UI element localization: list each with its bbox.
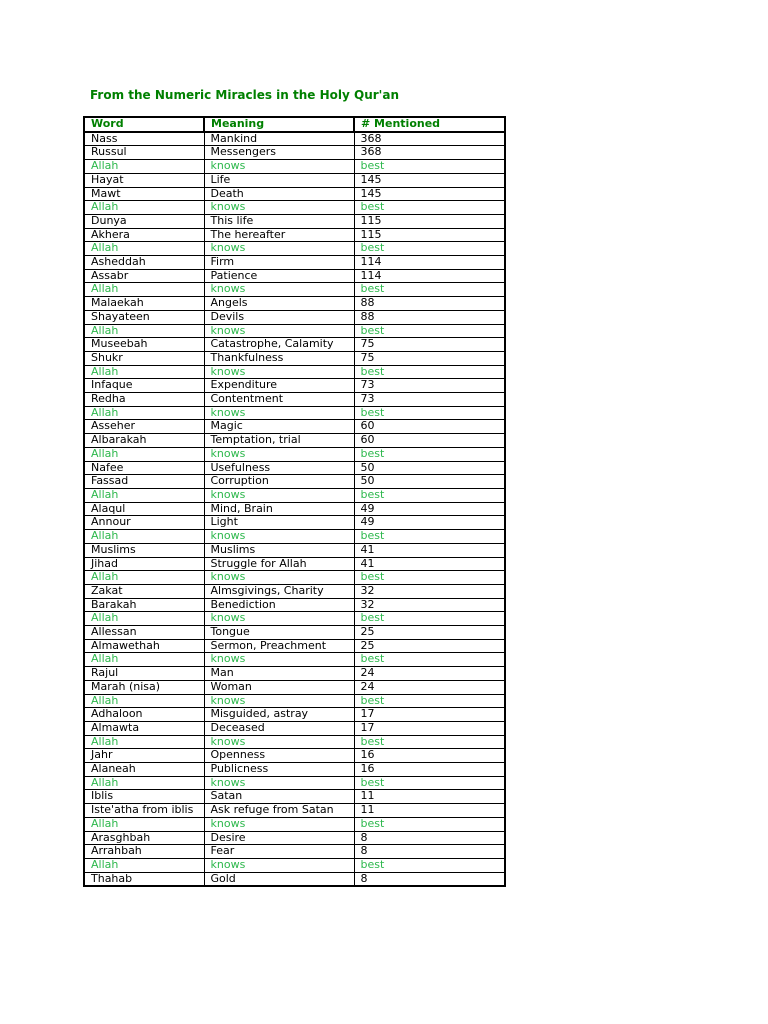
cell-word: Allah: [84, 447, 204, 461]
cell-mentioned: 115: [354, 228, 505, 242]
table-row: [84, 804, 505, 818]
cell-mentioned: 16: [354, 749, 505, 763]
cell-mentioned: 32: [354, 584, 505, 598]
cell-meaning: Sermon, Preachment: [204, 639, 354, 653]
cell-mentioned: 114: [354, 256, 505, 270]
table-row-highlight: [84, 201, 505, 215]
cell-mentioned: best: [354, 365, 505, 379]
cell-word: Allah: [84, 242, 204, 256]
cell-mentioned: 60: [354, 434, 505, 448]
cell-word: Allah: [84, 406, 204, 420]
cell-word: Rajul: [84, 667, 204, 681]
cell-mentioned: best: [354, 447, 505, 461]
cell-word: Fassad: [84, 475, 204, 489]
table-row: [84, 228, 505, 242]
cell-mentioned: 368: [354, 146, 505, 160]
cell-word: Allah: [84, 858, 204, 872]
cell-word: Assabr: [84, 269, 204, 283]
table-row: [84, 626, 505, 640]
cell-word: Shukr: [84, 351, 204, 365]
cell-word: Arasghbah: [84, 831, 204, 845]
table-row: [84, 845, 505, 859]
cell-meaning: Misguided, astray: [204, 708, 354, 722]
cell-word: Allah: [84, 201, 204, 215]
cell-mentioned: 11: [354, 804, 505, 818]
cell-meaning: knows: [204, 283, 354, 297]
table-row-highlight: [84, 530, 505, 544]
cell-word: Asheddah: [84, 256, 204, 270]
table-row-highlight: [84, 488, 505, 502]
cell-meaning: knows: [204, 817, 354, 831]
table-row: [84, 721, 505, 735]
cell-word: Infaque: [84, 379, 204, 393]
table-row: [84, 790, 505, 804]
table-row-highlight: [84, 694, 505, 708]
cell-mentioned: 16: [354, 763, 505, 777]
cell-meaning: knows: [204, 653, 354, 667]
cell-mentioned: 25: [354, 639, 505, 653]
cell-mentioned: best: [354, 324, 505, 338]
cell-word: Almawethah: [84, 639, 204, 653]
page-title: From the Numeric Miracles in the Holy Qur'an: [90, 88, 399, 102]
table-body: [84, 132, 505, 887]
cell-mentioned: 50: [354, 461, 505, 475]
table-row-highlight: [84, 406, 505, 420]
cell-word: Allah: [84, 283, 204, 297]
cell-mentioned: 75: [354, 351, 505, 365]
cell-mentioned: 32: [354, 598, 505, 612]
cell-mentioned: 88: [354, 310, 505, 324]
cell-word: Annour: [84, 516, 204, 530]
cell-word: Zakat: [84, 584, 204, 598]
table-row: [84, 708, 505, 722]
table-row-highlight: [84, 324, 505, 338]
cell-meaning: Mind, Brain: [204, 502, 354, 516]
cell-meaning: Almsgivings, Charity: [204, 584, 354, 598]
table-row: [84, 680, 505, 694]
cell-mentioned: best: [354, 406, 505, 420]
table-row-highlight: [84, 242, 505, 256]
cell-meaning: Deceased: [204, 721, 354, 735]
cell-word: Barakah: [84, 598, 204, 612]
table-row-highlight: [84, 776, 505, 790]
cell-meaning: Death: [204, 187, 354, 201]
table-row: [84, 132, 505, 146]
cell-mentioned: 24: [354, 667, 505, 681]
cell-word: Muslims: [84, 543, 204, 557]
cell-mentioned: 115: [354, 214, 505, 228]
table-row-highlight: [84, 817, 505, 831]
cell-mentioned: 11: [354, 790, 505, 804]
cell-meaning: Man: [204, 667, 354, 681]
table-row: [84, 475, 505, 489]
cell-word: Malaekah: [84, 297, 204, 311]
cell-mentioned: 60: [354, 420, 505, 434]
cell-mentioned: best: [354, 488, 505, 502]
cell-meaning: Patience: [204, 269, 354, 283]
cell-word: Marah (nisa): [84, 680, 204, 694]
cell-mentioned: 73: [354, 393, 505, 407]
cell-mentioned: best: [354, 160, 505, 174]
cell-mentioned: 145: [354, 173, 505, 187]
cell-mentioned: best: [354, 858, 505, 872]
table-row: [84, 598, 505, 612]
cell-meaning: Messengers: [204, 146, 354, 160]
table-row: [84, 763, 505, 777]
cell-meaning: Light: [204, 516, 354, 530]
cell-mentioned: best: [354, 571, 505, 585]
cell-word: Allah: [84, 817, 204, 831]
cell-mentioned: best: [354, 242, 505, 256]
table-row-highlight: [84, 365, 505, 379]
cell-word: Nass: [84, 132, 204, 146]
cell-meaning: knows: [204, 776, 354, 790]
table-row: [84, 187, 505, 201]
cell-word: Jihad: [84, 557, 204, 571]
cell-word: Iste'atha from iblis: [84, 804, 204, 818]
table-row: [84, 420, 505, 434]
cell-meaning: knows: [204, 612, 354, 626]
table-row: [84, 749, 505, 763]
cell-mentioned: 24: [354, 680, 505, 694]
cell-word: Allah: [84, 530, 204, 544]
cell-word: Allah: [84, 365, 204, 379]
table-row-highlight: [84, 447, 505, 461]
cell-word: Thahab: [84, 872, 204, 886]
column-header-meaning: Meaning: [204, 117, 354, 132]
cell-mentioned: 73: [354, 379, 505, 393]
cell-mentioned: 17: [354, 708, 505, 722]
cell-meaning: Life: [204, 173, 354, 187]
cell-word: Albarakah: [84, 434, 204, 448]
cell-word: Redha: [84, 393, 204, 407]
cell-meaning: Expenditure: [204, 379, 354, 393]
cell-mentioned: best: [354, 817, 505, 831]
cell-word: Jahr: [84, 749, 204, 763]
table-row: [84, 338, 505, 352]
cell-mentioned: 8: [354, 831, 505, 845]
table-row: [84, 393, 505, 407]
table-row: [84, 516, 505, 530]
table-row-highlight: [84, 735, 505, 749]
cell-word: Allah: [84, 160, 204, 174]
cell-word: Shayateen: [84, 310, 204, 324]
cell-mentioned: 41: [354, 557, 505, 571]
table-row-highlight: [84, 283, 505, 297]
table-row: [84, 461, 505, 475]
cell-mentioned: best: [354, 694, 505, 708]
table-row: [84, 584, 505, 598]
cell-word: Allessan: [84, 626, 204, 640]
cell-word: Mawt: [84, 187, 204, 201]
table-row: [84, 173, 505, 187]
cell-mentioned: 8: [354, 872, 505, 886]
cell-meaning: Woman: [204, 680, 354, 694]
cell-meaning: knows: [204, 365, 354, 379]
table-row: [84, 379, 505, 393]
cell-meaning: The hereafter: [204, 228, 354, 242]
cell-meaning: Magic: [204, 420, 354, 434]
cell-meaning: knows: [204, 201, 354, 215]
cell-meaning: Muslims: [204, 543, 354, 557]
cell-mentioned: 49: [354, 502, 505, 516]
table-row: [84, 434, 505, 448]
cell-mentioned: best: [354, 530, 505, 544]
cell-meaning: Openness: [204, 749, 354, 763]
cell-word: Asseher: [84, 420, 204, 434]
cell-word: Russul: [84, 146, 204, 160]
cell-meaning: Temptation, trial: [204, 434, 354, 448]
cell-meaning: knows: [204, 858, 354, 872]
cell-word: Allah: [84, 694, 204, 708]
table-row: [84, 256, 505, 270]
cell-meaning: Corruption: [204, 475, 354, 489]
cell-word: Iblis: [84, 790, 204, 804]
cell-meaning: knows: [204, 571, 354, 585]
cell-mentioned: 17: [354, 721, 505, 735]
cell-mentioned: 8: [354, 845, 505, 859]
cell-word: Adhaloon: [84, 708, 204, 722]
table-row-highlight: [84, 571, 505, 585]
word-count-table: [83, 116, 506, 887]
cell-meaning: Angels: [204, 297, 354, 311]
table-row: [84, 502, 505, 516]
cell-word: Allah: [84, 776, 204, 790]
cell-word: Allah: [84, 488, 204, 502]
table-row: [84, 214, 505, 228]
cell-meaning: Thankfulness: [204, 351, 354, 365]
cell-meaning: This life: [204, 214, 354, 228]
table-row-highlight: [84, 612, 505, 626]
cell-meaning: knows: [204, 694, 354, 708]
cell-word: Alaneah: [84, 763, 204, 777]
cell-meaning: Usefulness: [204, 461, 354, 475]
cell-meaning: knows: [204, 530, 354, 544]
cell-mentioned: best: [354, 653, 505, 667]
cell-meaning: knows: [204, 160, 354, 174]
cell-meaning: Fear: [204, 845, 354, 859]
cell-meaning: knows: [204, 242, 354, 256]
table-row: [84, 639, 505, 653]
cell-meaning: Struggle for Allah: [204, 557, 354, 571]
table-row: [84, 269, 505, 283]
table-row: [84, 146, 505, 160]
cell-mentioned: best: [354, 201, 505, 215]
table-row: [84, 667, 505, 681]
column-header-mentioned: # Mentioned: [354, 117, 505, 132]
table-row: [84, 557, 505, 571]
cell-meaning: Mankind: [204, 132, 354, 146]
cell-mentioned: 88: [354, 297, 505, 311]
table-row-highlight: [84, 653, 505, 667]
table-header-row: [84, 117, 505, 132]
cell-mentioned: 145: [354, 187, 505, 201]
table-row: [84, 872, 505, 886]
table-row-highlight: [84, 160, 505, 174]
cell-word: Arrahbah: [84, 845, 204, 859]
cell-word: Museebah: [84, 338, 204, 352]
cell-word: Alaqul: [84, 502, 204, 516]
cell-word: Hayat: [84, 173, 204, 187]
cell-word: Nafee: [84, 461, 204, 475]
cell-meaning: knows: [204, 406, 354, 420]
cell-mentioned: best: [354, 612, 505, 626]
cell-meaning: Contentment: [204, 393, 354, 407]
cell-meaning: Catastrophe, Calamity: [204, 338, 354, 352]
cell-mentioned: best: [354, 776, 505, 790]
cell-meaning: Desire: [204, 831, 354, 845]
cell-meaning: knows: [204, 488, 354, 502]
cell-meaning: Gold: [204, 872, 354, 886]
cell-word: Dunya: [84, 214, 204, 228]
cell-word: Almawta: [84, 721, 204, 735]
cell-meaning: Satan: [204, 790, 354, 804]
table-row: [84, 351, 505, 365]
cell-meaning: Devils: [204, 310, 354, 324]
table-row: [84, 831, 505, 845]
cell-word: Allah: [84, 653, 204, 667]
cell-meaning: Firm: [204, 256, 354, 270]
cell-meaning: knows: [204, 324, 354, 338]
cell-mentioned: best: [354, 283, 505, 297]
column-header-word: Word: [84, 117, 204, 132]
cell-word: Allah: [84, 324, 204, 338]
table-row-highlight: [84, 858, 505, 872]
cell-mentioned: 114: [354, 269, 505, 283]
cell-mentioned: 368: [354, 132, 505, 146]
table-row: [84, 310, 505, 324]
cell-meaning: Publicness: [204, 763, 354, 777]
cell-mentioned: 75: [354, 338, 505, 352]
cell-mentioned: best: [354, 735, 505, 749]
cell-meaning: Benediction: [204, 598, 354, 612]
cell-word: Allah: [84, 612, 204, 626]
cell-mentioned: 50: [354, 475, 505, 489]
cell-meaning: Tongue: [204, 626, 354, 640]
cell-mentioned: 41: [354, 543, 505, 557]
cell-word: Allah: [84, 571, 204, 585]
cell-word: Allah: [84, 735, 204, 749]
table-row: [84, 543, 505, 557]
cell-meaning: knows: [204, 735, 354, 749]
cell-meaning: Ask refuge from Satan: [204, 804, 354, 818]
cell-mentioned: 25: [354, 626, 505, 640]
cell-meaning: knows: [204, 447, 354, 461]
table-row: [84, 297, 505, 311]
cell-word: Akhera: [84, 228, 204, 242]
cell-mentioned: 49: [354, 516, 505, 530]
